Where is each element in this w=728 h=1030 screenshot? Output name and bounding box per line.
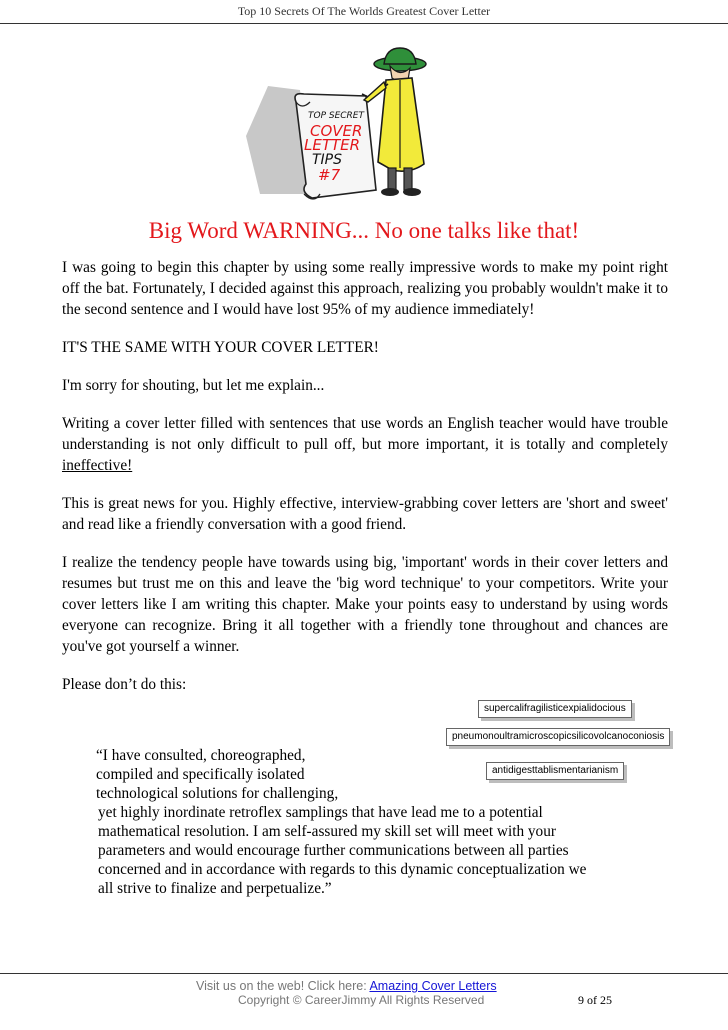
page-number: 9 of 25 [578,993,612,1007]
quote-line: all strive to finalize and perpetualize.” [98,880,332,897]
big-word-tag: supercalifragilisticexpialidocious [478,700,632,718]
paragraph-dont: Please don’t do this: [62,676,187,693]
footer-visit [196,978,497,994]
paragraph-advice: I realize the tendency people have towards using big, 'important' words in their cover letters and resumes but trust me on this and leave the 'big word technique' to your competitors. Write your cover letters like I am writing this chapter. Make your points easy to understand by using words everyone can recognize. Bring it all together with a friendly tone throughout and chances are you've got yourself a winner. [62,554,668,655]
page-header [0,0,728,24]
paragraph-intro: I was going to begin this chapter by using some really impressive words to make my point right off the bat. Fortunately, I decided against this approach, realizing you probably wouldn't make it to the second sentence and I would have lost 95% of my audience immediately! [62,259,668,318]
footer-link[interactable]: Amazing Cover Letters [369,979,497,993]
paragraph-shout: IT'S THE SAME WITH YOUR COVER LETTER! [62,339,379,356]
paragraph-sorry: I'm sorry for shouting, but let me explain... [62,377,325,394]
quote-line: “I have consulted, choreographed, [96,747,306,764]
scroll-letter: LETTER [304,136,361,154]
header-rule [0,23,728,24]
big-word-tag: antidigesttablismentarianism [486,762,624,780]
scroll-cover: COVER [310,122,363,140]
footer-rule [0,973,728,974]
footer-visit-text: Visit us on the web! Click here: [196,979,370,993]
quote-line: yet highly inordinate retroflex samplings that have lead me to a potential [98,804,543,821]
body-text [62,257,668,712]
scroll-number: #7 [318,166,341,184]
ineffective-emphasis: ineffective! [62,457,133,474]
footer-copyright: Copyright © CareerJimmy All Rights Reserved [238,993,485,1007]
paragraph-ineffective-main: Writing a cover letter filled with sentences that use words an English teacher would have trouble understanding is not only difficult to pull off, but more important, it is totally and completely [62,415,668,453]
quote-line: parameters and would encourage further communications between all parties [98,842,569,859]
paragraph-ineffective [62,413,668,476]
secret-agent-illustration [240,44,430,214]
scroll-tips: TIPS [312,152,343,168]
quote-line: concerned and in accordance with regards to this dynamic conceptualization we [98,861,587,878]
chapter-heading: Big Word WARNING... No one talks like that! [148,218,580,243]
quote-line: compiled and specifically isolated [96,766,305,783]
big-word-tag: pneumonoultramicroscopicsilicovolcanoconiosis [446,728,670,746]
paragraph-good-news: This is great news for you. Highly effective, interview-grabbing cover letters are 'short and sweet' and read like a friendly conversation with a good friend. [62,495,668,533]
quote-line: technological solutions for challenging, [96,785,339,802]
header-title: Top 10 Secrets Of The Worlds Greatest Cover Letter [237,4,491,18]
scroll-top-secret: TOP SECRET [308,111,364,121]
quote-line: mathematical resolution. I am self-assured my skill set will meet with your [98,823,556,840]
